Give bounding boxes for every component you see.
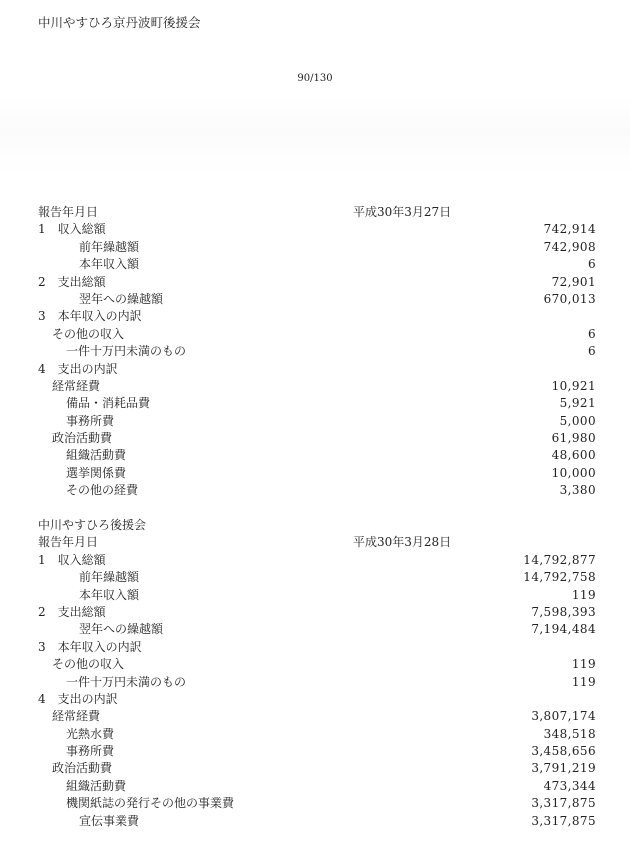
row-label: 翌年への繰越額	[79, 291, 164, 306]
row-label: 経常経費	[52, 709, 101, 724]
row-amount: 14,792,877	[523, 552, 596, 567]
row-amount: 6	[587, 257, 596, 272]
section-heading	[0, 517, 630, 534]
report-row	[0, 604, 630, 621]
row-label: 4 支出の内訳	[38, 691, 118, 706]
row-amount: 3,807,174	[531, 709, 596, 724]
row-label: 報告年月日	[38, 535, 99, 550]
row-label: 政治活動費	[52, 431, 113, 446]
row-label: 前年繰越額	[79, 570, 140, 585]
report-row	[0, 743, 630, 760]
row-amount: 10,921	[551, 378, 596, 393]
row-label: 事務所費	[66, 413, 115, 428]
row-label: 事務所費	[66, 744, 115, 759]
row-label: その他の収入	[52, 657, 125, 672]
report-row	[0, 621, 630, 638]
report-row	[0, 430, 630, 447]
report-row	[0, 343, 630, 360]
row-amount: 3,380	[559, 483, 596, 498]
report-row	[0, 395, 630, 412]
blank-band	[0, 95, 630, 175]
row-label: 3 本年収入の内訳	[38, 639, 142, 654]
row-amount: 14,792,758	[523, 570, 596, 585]
report-row	[0, 587, 630, 604]
row-label: 本年収入額	[79, 587, 140, 602]
report-row	[0, 778, 630, 795]
report-row	[0, 239, 630, 256]
row-label: その他の経費	[66, 483, 139, 498]
row-amount: 6	[587, 344, 596, 359]
row-label: 機関紙誌の発行その他の事業費	[66, 796, 235, 811]
row-label: 2 支出総額	[38, 604, 106, 619]
row-amount: 6	[587, 326, 596, 341]
report-row	[0, 274, 630, 291]
row-label: 備品・消耗品費	[66, 396, 151, 411]
row-amount: 7,194,484	[531, 622, 596, 637]
report-row	[0, 204, 630, 221]
row-amount: 670,013	[543, 291, 596, 306]
document-title: 中川やすひろ京丹波町後援会	[38, 15, 201, 30]
row-amount: 3,317,875	[531, 796, 596, 811]
row-label: 1 収入総額	[38, 222, 106, 237]
row-label: 3 本年収入の内訳	[38, 309, 142, 324]
row-amount: 48,600	[551, 448, 596, 463]
row-amount: 5,000	[559, 413, 596, 428]
report-row	[0, 534, 630, 551]
row-label: 光熱水費	[66, 726, 115, 741]
report-row	[0, 326, 630, 343]
report-row	[0, 378, 630, 395]
row-amount: 742,908	[543, 239, 596, 254]
row-amount: 3,791,219	[531, 761, 596, 776]
row-amount: 5,921	[559, 396, 596, 411]
report-row	[0, 308, 630, 325]
row-label: 前年繰越額	[79, 239, 140, 254]
report-row	[0, 726, 630, 743]
report-row	[0, 465, 630, 482]
row-amount: 742,914	[543, 222, 596, 237]
row-label: 選挙関係費	[66, 465, 127, 480]
report-row	[0, 639, 630, 656]
report-row	[0, 552, 630, 569]
row-label: 一件十万円未満のもの	[66, 344, 187, 359]
row-amount: 3,317,875	[531, 813, 596, 828]
report-row	[0, 795, 630, 812]
row-amount: 119	[571, 674, 596, 689]
report-row	[0, 447, 630, 464]
report-date: 平成30年3月27日	[353, 205, 452, 219]
row-amount: 61,980	[551, 431, 596, 446]
row-amount: 473,344	[543, 778, 596, 793]
row-label: 経常経費	[52, 378, 101, 393]
row-label: 一件十万円未満のもの	[66, 674, 187, 689]
row-label: 政治活動費	[52, 761, 113, 776]
report-row	[0, 691, 630, 708]
report-row	[0, 291, 630, 308]
report-row	[0, 482, 630, 499]
row-amount: 119	[571, 657, 596, 672]
row-label: 翌年への繰越額	[79, 622, 164, 637]
row-amount: 348,518	[543, 726, 596, 741]
report-section-kyotamba	[0, 204, 630, 500]
row-amount: 72,901	[551, 274, 596, 289]
report-row	[0, 569, 630, 586]
row-label: 4 支出の内訳	[38, 361, 118, 376]
row-label: 2 支出総額	[38, 274, 106, 289]
row-label: 宣伝事業費	[79, 813, 140, 828]
row-label: 組織活動費	[66, 448, 127, 463]
row-label: その他の収入	[52, 326, 125, 341]
row-label: 本年収入額	[79, 257, 140, 272]
report-row	[0, 656, 630, 673]
row-amount: 10,000	[551, 465, 596, 480]
report-row	[0, 674, 630, 691]
report-row	[0, 361, 630, 378]
report-row	[0, 221, 630, 238]
report-row	[0, 813, 630, 830]
report-row	[0, 256, 630, 273]
report-row	[0, 760, 630, 777]
report-section-nakagawa	[0, 517, 630, 830]
page-number: 90/130	[297, 73, 333, 84]
row-label: 組織活動費	[66, 778, 127, 793]
row-amount: 3,458,656	[531, 744, 596, 759]
report-row	[0, 708, 630, 725]
report-row	[0, 413, 630, 430]
report-date: 平成30年3月28日	[353, 535, 452, 550]
row-label: 1 収入総額	[38, 552, 106, 567]
section-heading-label: 中川やすひろ後援会	[38, 518, 147, 532]
row-amount: 7,598,393	[531, 604, 596, 619]
row-label: 報告年月日	[38, 205, 99, 219]
row-amount: 119	[571, 587, 596, 602]
